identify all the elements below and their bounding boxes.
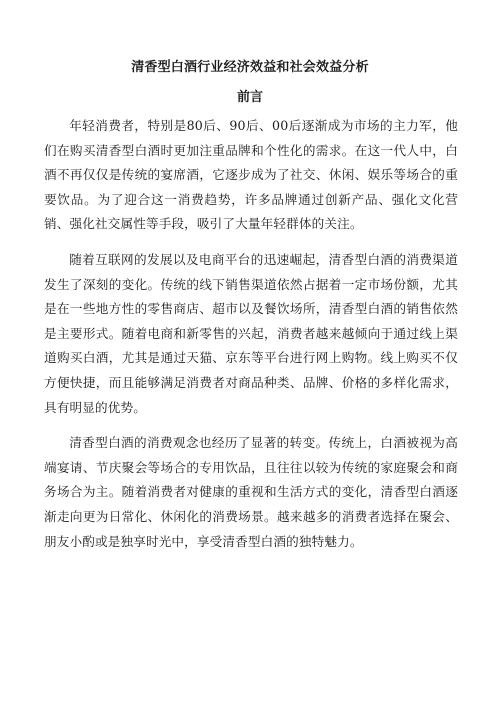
- paragraph: 随着互联网的发展以及电商平台的迅速崛起，清香型白酒的消费渠道发生了深刻的变化。传统的线下销售渠道依然占据着一定市场份额，尤其是在一些地方性的零售商店、超市以及餐饮场所，清香型白酒的销售依然是主要形式。随着电商和新零售的兴起，消费者越来越倾向于通过线上渠道购买白酒，尤其是通过天猫、京东等平台进行网上购物。线上购买不仅方便快捷，而且能够满足消费者对商品种类、品牌、价格的多样化需求，具有明显的优势。: [44, 251, 458, 415]
- section-heading-preface: 前言: [236, 90, 263, 105]
- paragraph: 年轻消费者，特别是80后、90后、00后逐渐成为市场的主力军，他们在购买清香型白酒时更加注重品牌和个性化的需求。在这一代人中，白酒不再仅仅是传统的宴席酒，它逐步成为了社交、休闲、娱乐等场合的重要饮品。为了迎合这一消费趋势，许多品牌通过创新产品、强化文化营销、强化社交属性等手段，吸引了大量年轻群体的关注。: [44, 118, 458, 232]
- document-body: [44, 114, 458, 565]
- paragraph: 清香型白酒的消费观念也经历了显著的转变。传统上，白酒被视为高端宴请、节庆聚会等场合的专用饮品，且往往以较为传统的家庭聚会和商务场合为主。随着消费者对健康的重视和生活方式的变化，清香型白酒逐渐走向更为日常化、休闲化的消费场景。越来越多的消费者选择在聚会、朋友小酌或是独享时光中，享受清香型白酒的独特魅力。: [44, 435, 458, 549]
- document-title: 清香型白酒行业经济效益和社会效益分析: [131, 60, 369, 75]
